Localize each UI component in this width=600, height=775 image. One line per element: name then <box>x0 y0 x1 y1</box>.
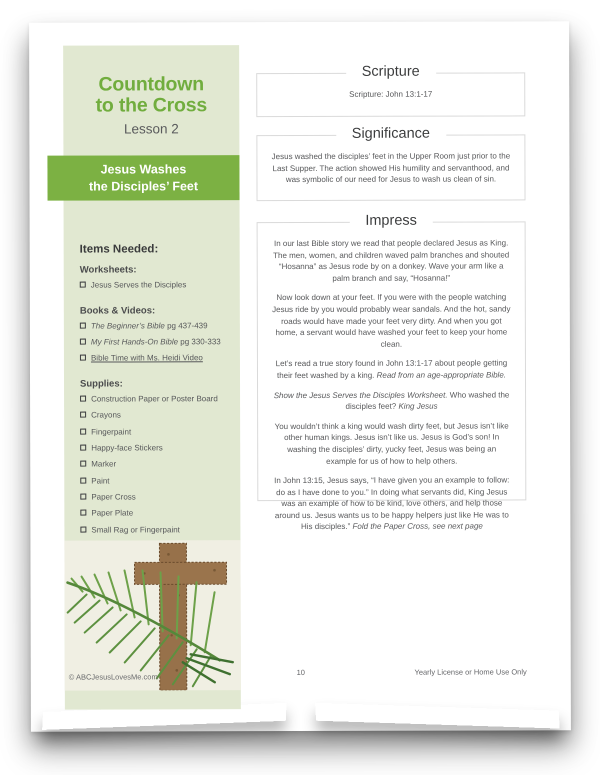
checklist-item <box>80 354 232 365</box>
checkbox-icon <box>80 339 86 345</box>
sidebar <box>63 45 241 709</box>
page-number: 10 <box>296 667 305 678</box>
significance-body: Jesus washed the disciples’ feet in the Upper Room just prior to the Last Supper. The action showed His humility and servanthood, and was symbolic of our need for Jesus to wash us clean of sin. <box>271 151 511 185</box>
impress-paragraph: You wouldn’t think a king would wash dirty feet, but Jesus isn’t like other human kings. Jesus isn’t like us. Jesus is God’s son! In washing the disciples’ dirty, yucky feet, Jesus was being an example for us of how to help others. <box>274 421 509 466</box>
significance-title: Significance <box>336 126 446 142</box>
checklist-item-label: Jesus Serves the Disciples <box>90 280 187 290</box>
course-title-line1: Countdown <box>98 73 204 96</box>
scripture-title: Scripture <box>346 64 436 80</box>
checklist-item <box>80 508 232 519</box>
video-link[interactable]: Bible Time with Ms. Heidi Video <box>90 353 203 363</box>
checklist-item <box>80 460 232 471</box>
checklist-item-label: Small Rag or Fingerpaint <box>91 524 180 535</box>
items-needed-panel <box>80 243 233 566</box>
checklist-item <box>80 337 232 348</box>
checkbox-icon <box>80 526 86 532</box>
checkbox-icon <box>80 322 86 328</box>
books-videos-heading: Books & Videos: <box>79 305 156 317</box>
checkbox-icon <box>80 510 86 516</box>
lesson-banner <box>47 155 239 201</box>
supplies-heading: Supplies: <box>80 378 123 390</box>
checklist-item <box>80 492 232 503</box>
scripture-body: Scripture: John 13:1-17 <box>349 89 433 99</box>
checklist-item-label: Construction Paper or Poster Board <box>91 394 218 404</box>
checklist-item <box>80 280 232 291</box>
books-videos-group <box>80 305 232 365</box>
banner-line2: the Disciples’ Feet <box>88 178 199 194</box>
checkbox-icon <box>80 412 86 418</box>
license-text: Yearly License or Home Use Only <box>414 667 527 677</box>
checklist-item <box>80 476 232 487</box>
checklist-item <box>80 427 232 438</box>
significance-section <box>256 125 525 201</box>
checklist-item <box>80 525 232 536</box>
checkbox-icon <box>80 355 86 361</box>
checklist-item-label <box>91 337 221 348</box>
lesson-number: Lesson 2 <box>123 121 179 137</box>
impress-paragraph: Show the Jesus Serves the Disciples Worksheet. Who washed the disciples feet? King Jesus <box>273 389 510 412</box>
impress-paragraph: Now look down at your feet. If you were with the people watching Jesus ride by you would probably wear sandals. And the hot, sandy roads would have made your feet very dirty. And when you got home, a servant would have washed your feet to keep your home clean. <box>272 292 511 349</box>
checklist-item-label: Fingerpaint <box>91 427 132 437</box>
checklist-item-label: Paper Plate <box>91 508 134 518</box>
checklist-item-label: Paint <box>91 476 110 486</box>
checklist-item-label: Paper Cross <box>91 492 136 502</box>
checklist-item <box>80 321 232 332</box>
worksheets-heading: Worksheets: <box>79 264 137 276</box>
worksheets-group <box>80 264 232 291</box>
checklist-item-label: Happy-face Stickers <box>91 443 163 453</box>
document-page <box>29 21 571 731</box>
book-title: The Beginner’s Bible <box>90 321 165 331</box>
checkbox-icon <box>80 282 86 288</box>
checkbox-icon <box>80 494 86 500</box>
banner-line1: Jesus Washes <box>100 161 187 177</box>
items-needed-heading: Items Needed: <box>79 243 159 256</box>
book-pages: pg 330-333 <box>178 337 221 347</box>
book-title: My First Hands-On Bible <box>90 337 179 347</box>
checkbox-icon <box>80 477 86 483</box>
checkbox-icon <box>80 396 86 402</box>
impress-paragraph: In John 13:15, Jesus says, “I have given you an example to follow: do as I have done to you.” In doing what servants did, King Jesus was an example of how to be kind, love others, and help those around us. Jesus wants us to be happy helpers just like He was to His disciples.” Fold the Paper Cross, see next page <box>274 475 510 532</box>
main-content <box>256 21 525 532</box>
checklist-item <box>80 443 232 454</box>
checklist-item-label: Marker <box>91 459 117 469</box>
checkbox-icon <box>80 445 86 451</box>
checkbox-icon <box>80 428 86 434</box>
impress-title: Impress <box>349 213 433 229</box>
impress-paragraph: Let’s read a true story found in John 13:1-17 about people getting their feet washed by a king. Read from an age-appropriate Bible. <box>275 358 508 380</box>
impress-section <box>257 212 527 532</box>
scripture-section <box>256 63 525 117</box>
lesson-title-block <box>63 74 239 136</box>
impress-paragraph: In our last Bible story we read that people declared Jesus as King. The men, women, and children waved palm branches and shouted “Hosanna” as Jesus rode by on a donkey. Wave your arm like a palm branch and say, “Hosanna!” <box>273 238 510 283</box>
checklist-item-label: Crayons <box>91 410 121 421</box>
supplies-group <box>80 378 232 552</box>
checklist-item-label <box>91 321 208 332</box>
checklist-item <box>80 411 232 422</box>
book-pages: pg 437-439 <box>164 321 208 331</box>
copyright-text: © ABCJesusLovesMe.com <box>68 672 158 682</box>
course-title-line2: to the Cross <box>95 94 208 117</box>
checkbox-icon <box>80 461 86 467</box>
impress-body <box>258 222 526 533</box>
checklist-item <box>80 394 232 405</box>
